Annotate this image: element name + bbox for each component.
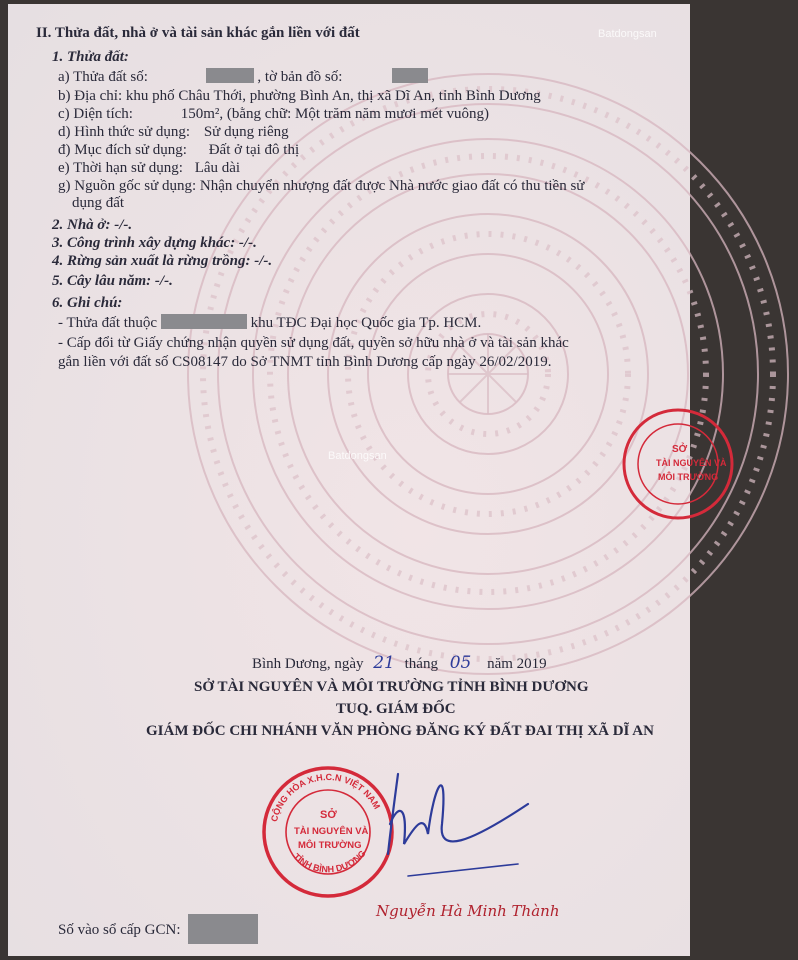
- area-label: c) Diện tích:: [58, 106, 133, 122]
- land-item-d: [58, 123, 289, 141]
- date-month-label: tháng: [404, 656, 438, 672]
- land-item-e: [58, 159, 240, 177]
- perennial-line: 5. Cây lâu năm: -/-.: [52, 273, 173, 289]
- registry-label: Số vào sổ cấp GCN:: [58, 922, 181, 938]
- date-year: năm 2019: [487, 656, 547, 672]
- partial-stamp-line3: MÔI TRƯỜNG: [658, 472, 719, 482]
- watermark-center: Batdongsan: [328, 450, 387, 462]
- land-item-b-address: b) Địa chỉ: khu phố Châu Thới, phường Bình An, thị xã Dĩ An, tỉnh Bình Dương: [58, 88, 541, 104]
- map-sheet-label: , tờ bản đồ số:: [257, 69, 343, 85]
- house-line: 2. Nhà ở: -/-.: [52, 217, 133, 233]
- use-form-label: d) Hình thức sử dụng:: [58, 124, 191, 140]
- partial-stamp-line1: SỞ: [672, 444, 688, 455]
- redacted-land-number: [206, 68, 254, 83]
- land-item-dd: [58, 141, 299, 159]
- note-1-suffix: khu TĐC Đại học Quốc gia Tp. HCM.: [250, 315, 482, 331]
- redacted-project-name: [161, 314, 247, 329]
- forest-line: 4. Rừng sản xuất là rừng trồng: -/-.: [52, 253, 273, 269]
- use-form-value: Sử dụng riêng: [203, 124, 289, 140]
- authority-line3: GIÁM ĐỐC CHI NHÁNH VĂN PHÒNG ĐĂNG KÝ ĐẤT ĐAI THỊ XÃ DĨ AN: [146, 723, 654, 739]
- note-1: [58, 314, 481, 332]
- use-term-label: e) Thời hạn sử dụng:: [58, 160, 183, 176]
- signature: [368, 764, 558, 884]
- use-term-value: Lâu dài: [194, 160, 241, 176]
- partial-stamp-line2: TÀI NGUYÊN VÀ: [656, 458, 727, 468]
- note-1-prefix: - Thửa đất thuộc: [58, 315, 158, 331]
- redacted-map-sheet: [392, 68, 428, 83]
- note-2-line1: - Cấp đổi từ Giấy chứng nhận quyền sử dụng đất, quyền sở hữu nhà ở và tài sản khác: [58, 335, 569, 351]
- land-number-label: a) Thửa đất số:: [58, 69, 148, 85]
- watermark-top: Batdongsan: [598, 28, 657, 40]
- redacted-registry-number: [188, 914, 258, 944]
- date-place: Bình Dương, ngày: [252, 656, 364, 672]
- date-month: 05: [449, 653, 472, 673]
- area-value: 150m², (bằng chữ: Một trăm năm mươi mét vuông): [180, 106, 489, 122]
- land-heading: 1. Thửa đất:: [52, 49, 129, 65]
- land-item-c: [58, 105, 489, 123]
- stamp-bottom-text: TỈNH BÌNH DƯƠNG: [291, 848, 368, 875]
- issue-date: [252, 654, 547, 673]
- land-item-g-line2: dụng đất: [72, 195, 125, 211]
- land-item-a: [58, 68, 428, 86]
- authority-line1: SỞ TÀI NGUYÊN VÀ MÔI TRƯỜNG TỈNH BÌNH DƯƠNG: [194, 679, 589, 695]
- stamp-line1: SỞ: [320, 809, 337, 821]
- land-item-g-line1: g) Nguồn gốc sử dụng: Nhận chuyển nhượng đất được Nhà nước giao đất có thu tiền sử: [58, 178, 585, 194]
- stamp-ring-text: CỘNG HÒA X.H.C.N VIỆT NAM: [269, 771, 383, 823]
- use-purpose-value: Đất ở tại đô thị: [208, 142, 300, 158]
- section-title: II. Thửa đất, nhà ở và tài sản khác gắn liền với đất: [36, 25, 360, 41]
- stamp-line3: MÔI TRƯỜNG: [298, 840, 362, 851]
- authority-line2: TUQ. GIÁM ĐỐC: [336, 701, 456, 717]
- stamp-line2: TÀI NGUYÊN VÀ: [294, 826, 369, 837]
- signer-name: Nguyễn Hà Minh Thành: [376, 902, 560, 920]
- official-stamp-partial: [620, 404, 730, 524]
- date-day: 21: [373, 653, 395, 673]
- construction-line: 3. Công trình xây dựng khác: -/-.: [52, 235, 257, 251]
- certificate-page: [8, 4, 727, 956]
- use-purpose-label: đ) Mục đích sử dụng:: [58, 142, 187, 158]
- note-2-line2: gắn liền với đất số CS08147 do Sở TNMT tỉnh Bình Dương cấp ngày 26/02/2019.: [58, 354, 552, 370]
- notes-heading: 6. Ghi chú:: [52, 295, 123, 311]
- registry-line: [58, 914, 258, 944]
